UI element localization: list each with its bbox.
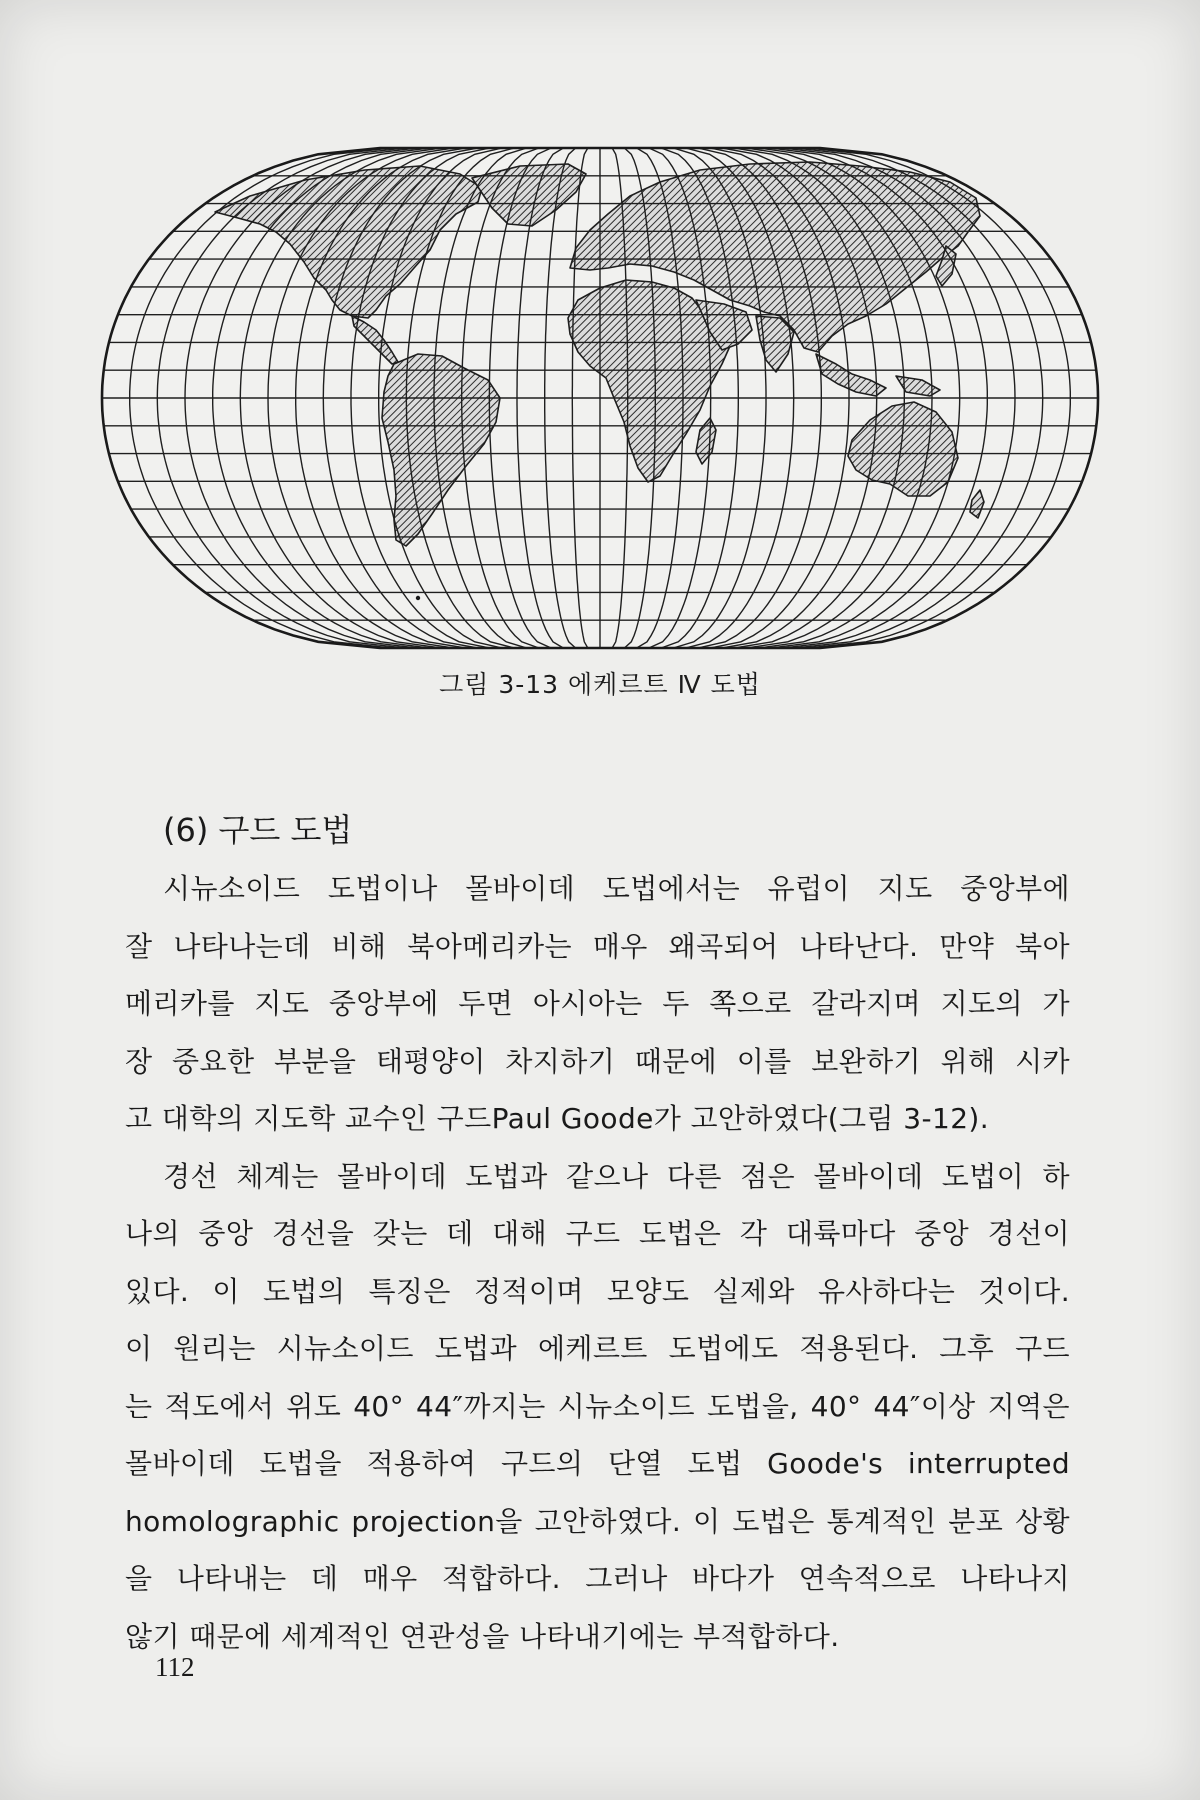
body-text <box>125 860 1070 1665</box>
map-dot-mark <box>416 596 420 600</box>
paragraph-line: 경선 체계는 몰바이데 도법과 같으나 다른 점은 몰바이데 도법이 하 <box>163 1159 1070 1193</box>
figure-caption: 그림 3-13 에케르트 Ⅳ 도법 <box>439 670 761 699</box>
page-number: 112 <box>155 1652 195 1682</box>
paragraph-line: 이 원리는 시뉴소이드 도법과 에케르트 도법에도 적용된다. 그후 구드 <box>125 1332 1070 1365</box>
graticule-lines <box>102 148 1098 648</box>
paragraph-line: 잘 나타나는데 비해 북아메리카는 매우 왜곡되어 나타난다. 만약 북아 <box>125 929 1070 963</box>
paragraph-line: 는 적도에서 위도 40° 44″까지는 시뉴소이드 도법을, 40° 44″이상 지역은 <box>125 1389 1070 1423</box>
paragraph-line: 장 중요한 부분을 태평양이 차지하기 때문에 이를 보완하기 위해 시카 <box>125 1044 1070 1078</box>
paragraph-line: 을 나타내는 데 매우 적합하다. 그러나 바다가 연속적으로 나타나지 <box>125 1562 1070 1595</box>
paragraph-line: 있다. 이 도법의 특징은 정적이며 모양도 실제와 유사하다는 것이다. <box>125 1274 1070 1308</box>
paragraph-line: 나의 중앙 경선을 갖는 데 대해 구드 도법은 각 대륙마다 중앙 경선이 <box>125 1217 1070 1250</box>
eckert-iv-world-map <box>100 140 1100 660</box>
paragraph-line: homolographic projection을 고안하였다. 이 도법은 통계적인 분포 상황 <box>125 1504 1070 1538</box>
paragraph-line: 메리카를 지도 중앙부에 두면 아시아는 두 쪽으로 갈라지며 지도의 가 <box>125 987 1070 1020</box>
paragraph-line: 시뉴소이드 도법이나 몰바이데 도법에서는 유럽이 지도 중앙부에 <box>163 872 1070 905</box>
section-heading: (6) 구드 도법 <box>163 811 353 849</box>
paragraph-line: 몰바이데 도법을 적용하여 구드의 단열 도법 Goode's interrupted <box>125 1447 1070 1480</box>
paragraph-line: 않기 때문에 세계적인 연관성을 나타내기에는 부적합하다. <box>125 1619 840 1653</box>
paragraph-line: 고 대학의 지도학 교수인 구드Paul Goode가 고안하였다(그림 3-12). <box>125 1102 990 1135</box>
